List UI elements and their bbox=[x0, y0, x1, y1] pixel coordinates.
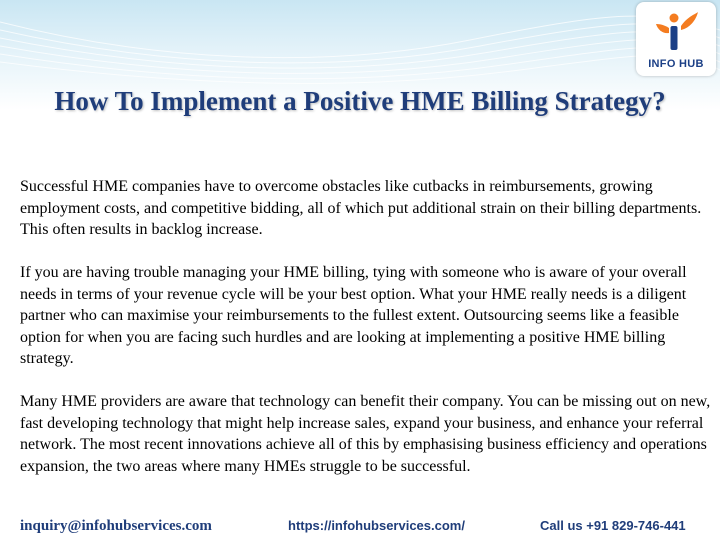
logo-text: INFO HUB bbox=[648, 58, 704, 70]
paragraph: If you are having trouble managing your HME billing, tying with someone who is aware of your overall needs in terms of your revenue cycle will be your best option. What your HME really needs is a diligent partner who can maximise your reimbursements to the fullest extent. Outsourcing seems like a feasible option for when you are facing such hurdles and are looking at implementing a positive HME billing strategy. bbox=[20, 264, 687, 367]
phone-link[interactable]: Call us +91 829-746-441 bbox=[540, 518, 686, 533]
page-title: How To Implement a Positive HME Billing Strategy? bbox=[54, 86, 666, 116]
email-link[interactable]: inquiry@infohubservices.com bbox=[20, 518, 212, 534]
paragraph: Successful HME companies have to overcome obstacles like cutbacks in reimbursements, growing employment costs, and competitive bidding, all of which put additional strain on their billing departments. This often results in backlog increase. bbox=[20, 178, 702, 238]
article-body bbox=[20, 176, 716, 499]
paragraph: Many HME providers are aware that technology can benefit their company. You can be missing out on new, fast developing technology that might help increase sales, expand your business, and enhance your referral network. The most recent innovations achieve all of this by emphasising business efficiency and operations expansion, the two areas where many HMEs struggle to be successful. bbox=[20, 393, 711, 475]
website-link[interactable]: https://infohubservices.com/ bbox=[288, 518, 465, 533]
footer bbox=[0, 518, 720, 538]
info-hub-logo bbox=[636, 2, 716, 76]
